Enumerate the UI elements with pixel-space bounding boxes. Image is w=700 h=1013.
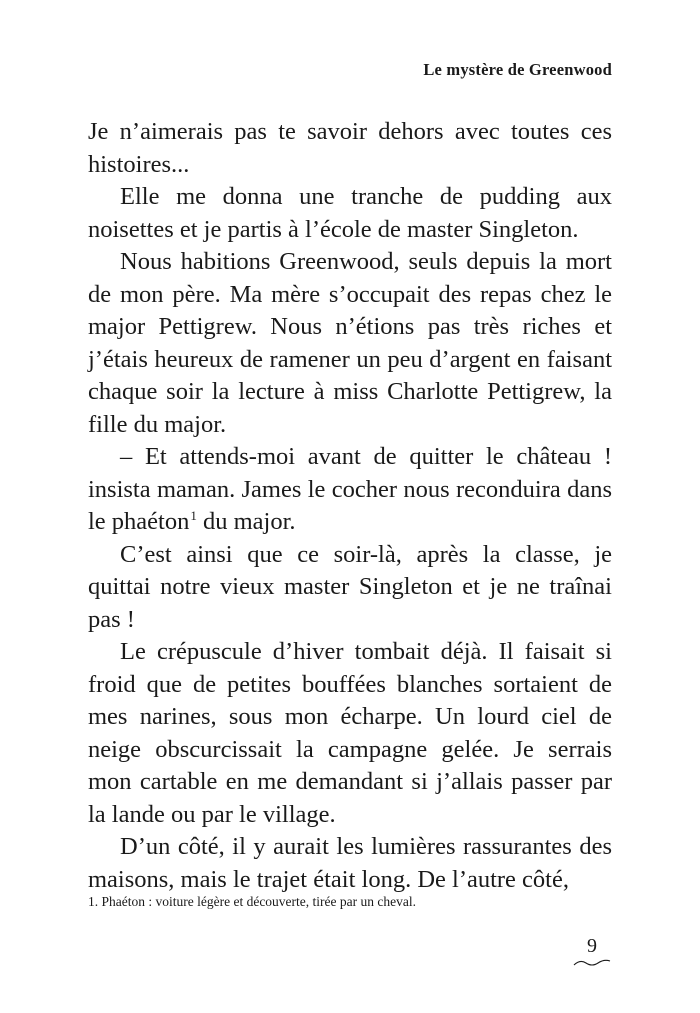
paragraph: Le crépuscule d’hiver tombait déjà. Il faisait si froid que de petites bouffées blanches sortaient de mes narines, sous mon écharpe. Un lourd ciel de neige obscurcissait la campagne gelée. Je serrais mon cartable en me demandant si j’allais passer par la lande ou par le village.: [88, 638, 612, 828]
running-header: Le mystère de Greenwood: [423, 60, 612, 79]
paragraph-with-note: [88, 441, 612, 539]
paragraph-text: – Et attends-moi avant de quitter le château ! insista maman. James le cocher nous reconduira dans le phaéton: [88, 443, 612, 535]
paragraph: Je n’aimerais pas te savoir dehors avec toutes ces histoires...: [88, 118, 612, 178]
footnote: 1. Phaéton : voiture légère et découverte, tirée par un cheval.: [88, 894, 416, 909]
tilde-ornament-icon: [572, 958, 612, 968]
paragraph: Nous habitions Greenwood, seuls depuis la mort de mon père. Ma mère s’occupait des repas chez le major Pettigrew. Nous n’étions pas très riches et j’étais heureux de ramener un peu d’argent en faisant chaque soir la lecture à miss Charlotte Pettigrew, la fille du major.: [88, 248, 612, 438]
paragraph-text-after: du major.: [196, 508, 296, 535]
body-text: [88, 116, 612, 896]
paragraph: Elle me donna une tranche de pudding aux noisettes et je partis à l’école de master Singleton.: [88, 183, 612, 243]
paragraph: D’un côté, il y aurait les lumières rassurantes des maisons, mais le trajet était long. De l’autre côté,: [88, 833, 612, 893]
footnote-reference[interactable]: 1: [190, 508, 197, 523]
page-number: 9: [587, 935, 597, 957]
paragraph: C’est ainsi que ce soir-là, après la classe, je quittai notre vieux master Singleton et je ne traînai pas !: [88, 540, 612, 633]
